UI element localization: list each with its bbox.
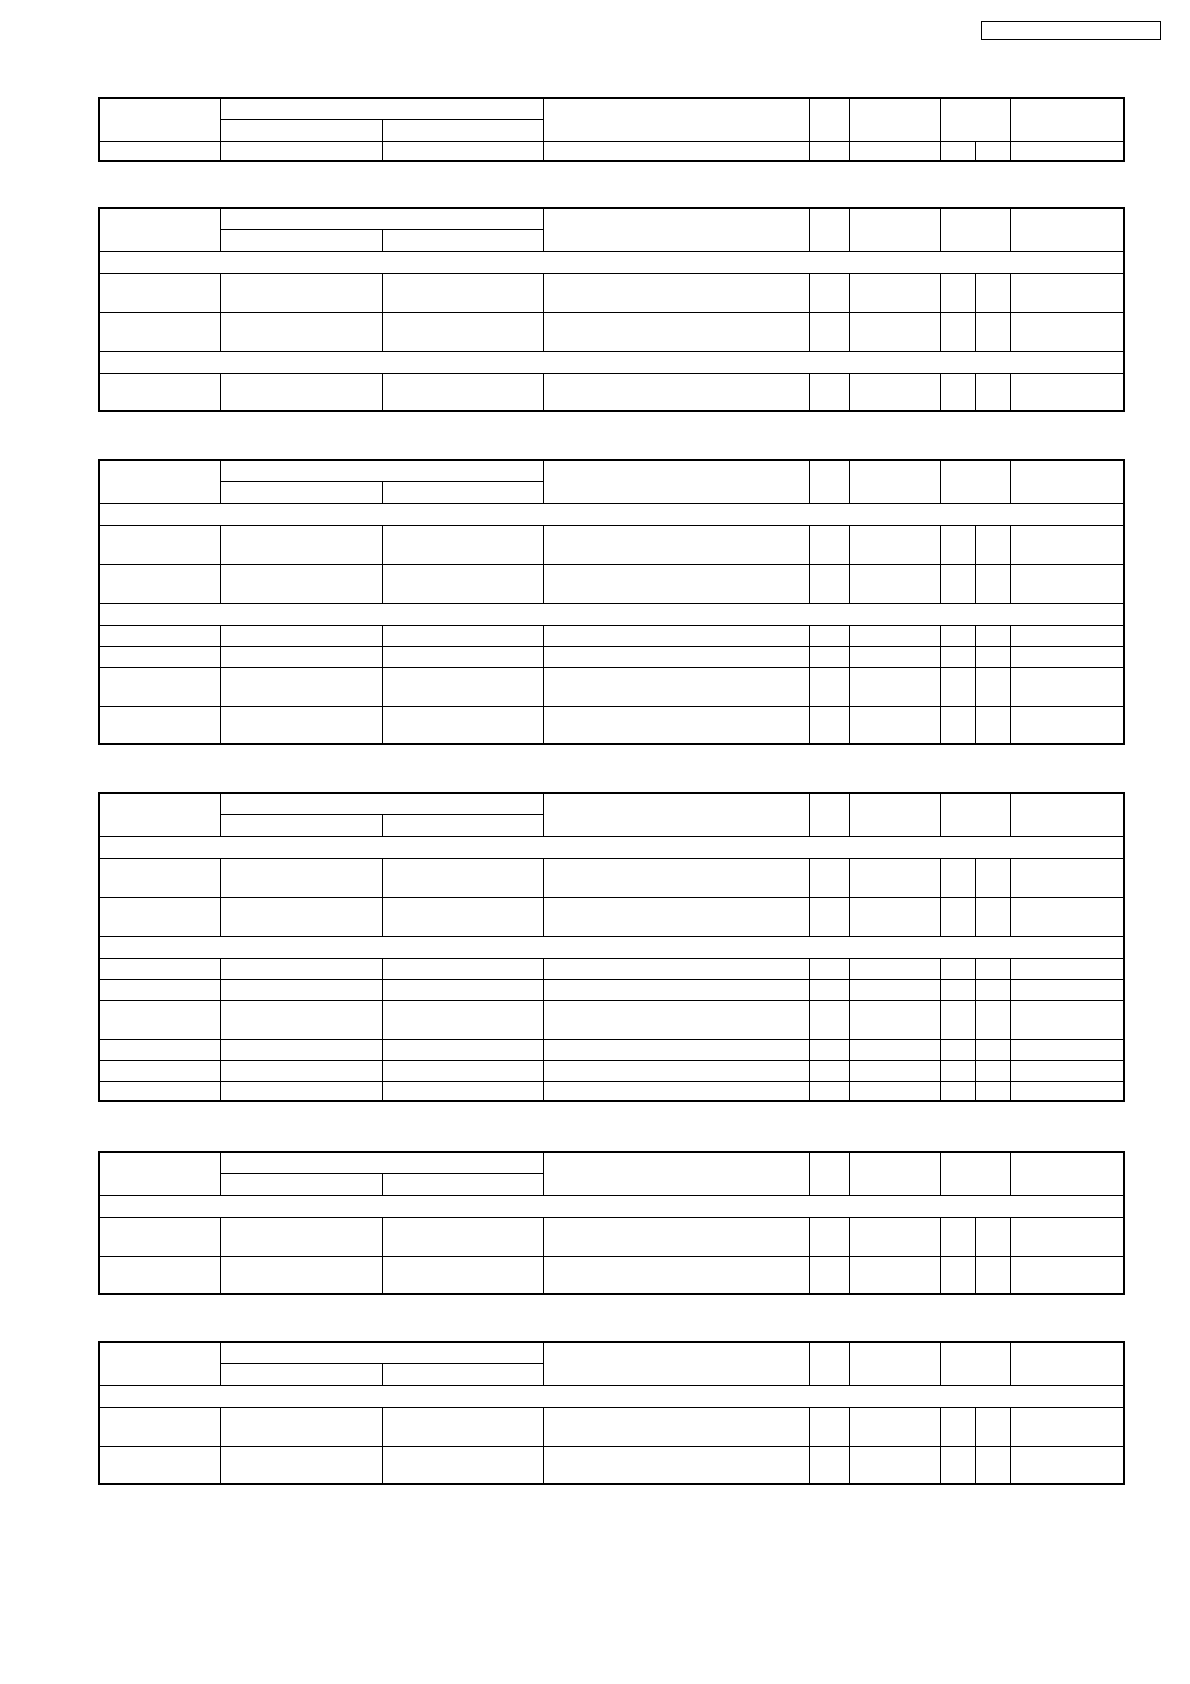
parts-table <box>98 1151 1125 1295</box>
table-border <box>98 1341 1125 1485</box>
document-id-box <box>981 21 1161 40</box>
parts-table <box>98 792 1125 1102</box>
table-border <box>98 97 1125 162</box>
table-border <box>98 792 1125 1102</box>
parts-table <box>98 459 1125 745</box>
table-border <box>98 1151 1125 1295</box>
table-border <box>98 459 1125 745</box>
parts-table <box>98 1341 1125 1485</box>
parts-table <box>98 207 1125 412</box>
parts-table <box>98 97 1125 162</box>
table-border <box>98 207 1125 412</box>
